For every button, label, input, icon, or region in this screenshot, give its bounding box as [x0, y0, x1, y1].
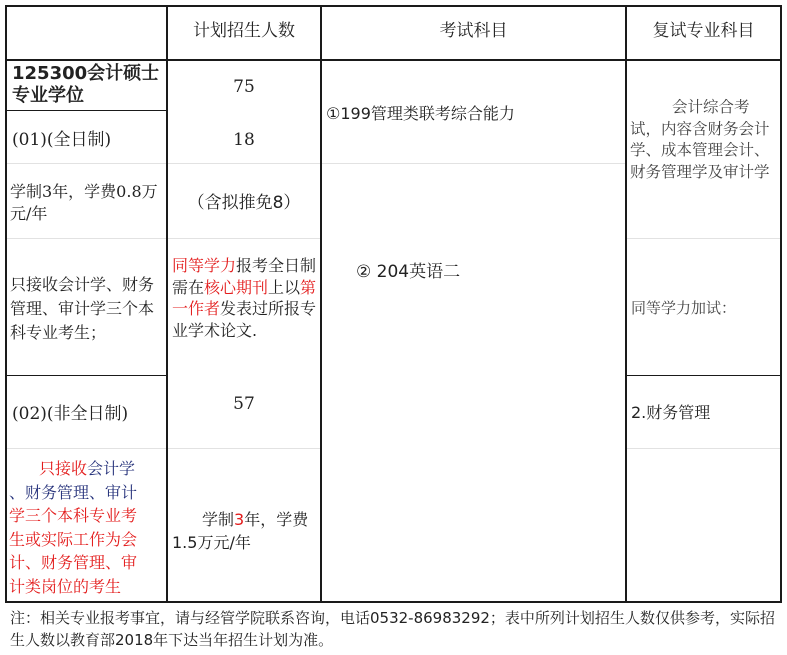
col-divider-2: [320, 5, 322, 603]
table-border-right: [780, 5, 782, 603]
program-title: 125300会计硕士专业学位: [12, 63, 160, 106]
row-divider-program: [5, 110, 168, 111]
equal-req-highlight: 核心期刊: [204, 277, 269, 297]
retest-equal-extra: 同等学力加试：: [631, 299, 737, 317]
equal-req-text: 报考全日制需在: [172, 256, 317, 297]
parttime-tuition: [172, 508, 317, 554]
table-border-left: [5, 5, 7, 603]
parttime-eligibility: [9, 457, 165, 598]
faint-line: [168, 163, 320, 164]
exam-subject-2: ② 204英语二: [356, 262, 461, 282]
faint-line: [7, 238, 166, 239]
row-divider-parttime: [5, 375, 168, 376]
header-divider: [5, 59, 782, 61]
equal-req-text: 上以: [268, 277, 301, 297]
table-border-bottom: [5, 601, 782, 603]
parttime-elig-text: 计、财务管理、审: [9, 553, 138, 572]
parttime-elig-highlight: 只接收: [39, 459, 88, 478]
fulltime-count: 18: [233, 130, 255, 150]
faint-line: [627, 238, 780, 239]
parttime-elig-text: 、财务管理、审计: [9, 482, 138, 502]
faint-line: [322, 163, 625, 164]
faint-line: [168, 448, 320, 449]
equal-education-requirement: [172, 255, 320, 341]
parttime-elig-text: 生或实际工作为会: [9, 529, 138, 549]
parttime-tuition-text: 学制: [202, 510, 235, 529]
parttime-elig-text: 计类岗位的考生: [9, 576, 122, 596]
header-exam-subjects: 考试科目: [439, 21, 508, 41]
parttime-count: 57: [233, 394, 255, 414]
equal-req-highlight: 同等学力: [172, 256, 237, 275]
header-retest-subjects: 复试专业科目: [652, 21, 755, 41]
fulltime-tuition: 学制3年，学费0.8万元/年: [10, 182, 158, 223]
col-divider-3: [625, 5, 627, 603]
parttime-tuition-text: 年，学费1.5万元/年: [172, 510, 309, 552]
row-divider-retest: [625, 375, 782, 376]
parttime-elig-text: 学三个本科专业考: [9, 506, 138, 525]
faint-line: [627, 448, 780, 449]
retest-main-subject: 会计综合考试，内容含财务会计学、成本管理会计、财务管理学及审计学: [630, 98, 770, 181]
header-planned-enrollment: 计划招生人数: [193, 21, 295, 41]
exam-subject-1: ①199管理类联考综合能力: [326, 104, 515, 123]
faint-line: [7, 163, 166, 164]
equal-req-text: 发表过所报专业学术论文.: [172, 299, 317, 340]
faint-line: [7, 448, 166, 449]
fulltime-recommend: （含拟推免8）: [187, 193, 301, 213]
equal-req-highlight: 第一作者: [172, 277, 317, 318]
parttime-label: (02)(非全日制): [12, 404, 129, 424]
program-total-count: 75: [233, 77, 255, 97]
fulltime-label: (01)(全日制): [12, 130, 112, 150]
faint-line: [168, 238, 320, 239]
parttime-tuition-years: 3: [234, 510, 245, 529]
parttime-elig-text: 会计学: [87, 459, 136, 478]
table-border-top: [5, 5, 782, 7]
retest-item-2: 2.财务管理: [631, 403, 711, 422]
fulltime-eligibility: 只接收会计学、财务管理、审计学三个本科专业考生；: [10, 275, 155, 342]
footnote: 注：相关专业报考事宜，请与经管学院联系咨询，电话0532-86983292；表中所列计划招生人数仅供参考，实际招生人数以教育部2018年下达当年招生计划为准。: [10, 609, 775, 649]
